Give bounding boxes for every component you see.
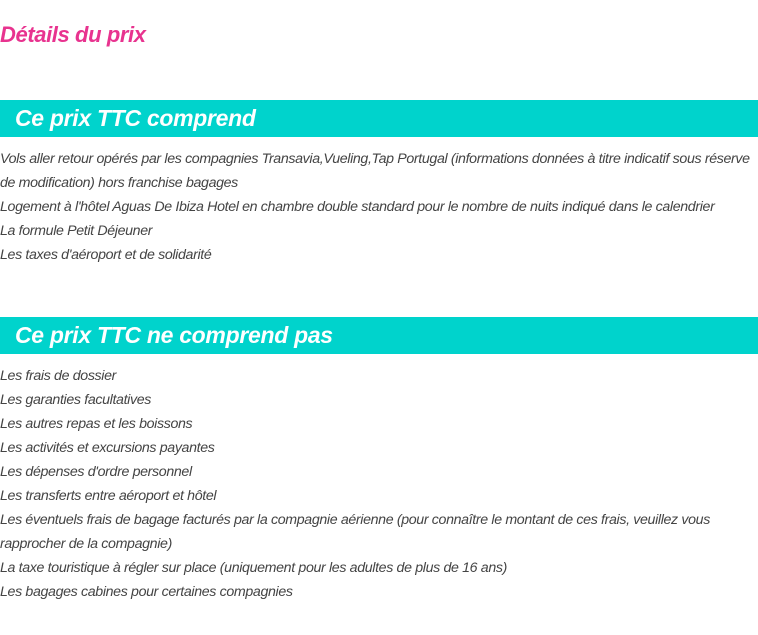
list-item: Les activités et excursions payantes (0, 440, 215, 456)
included-section (0, 100, 758, 267)
list-item: Les frais de dossier (0, 368, 117, 384)
list-item: Les éventuels frais de bagage facturés par la compagnie aérienne (pour connaître le montant de ces frais, veuillez vous rapprocher de la compagnie) (0, 512, 710, 552)
list-item: Les garanties facultatives (0, 392, 151, 408)
excluded-heading: Ce prix TTC ne comprend pas (15, 322, 333, 348)
list-item: Les transferts entre aéroport et hôtel (0, 488, 217, 504)
excluded-list (0, 354, 758, 604)
list-item: Les dépenses d'ordre personnel (0, 464, 192, 480)
list-item: Les taxes d'aéroport et de solidarité (0, 247, 212, 263)
page-title: Détails du prix (0, 22, 146, 47)
excluded-header (0, 317, 758, 354)
included-heading: Ce prix TTC comprend (15, 105, 256, 131)
list-item: Les autres repas et les boissons (0, 416, 193, 432)
list-item: La formule Petit Déjeuner (0, 223, 153, 239)
included-header (0, 100, 758, 137)
excluded-section (0, 317, 758, 604)
included-list (0, 137, 758, 267)
list-item: Logement à l'hôtel Aguas De Ibiza Hotel en chambre double standard pour le nombre de nuits indiqué dans le calendrier (0, 199, 715, 215)
list-item: La taxe touristique à régler sur place (uniquement pour les adultes de plus de 16 ans) (0, 560, 507, 576)
list-item: Les bagages cabines pour certaines compagnies (0, 584, 293, 600)
list-item: Vols aller retour opérés par les compagnies Transavia,Vueling,Tap Portugal (informations données à titre indicatif sous réserve de modification) hors franchise bagages (0, 151, 750, 191)
